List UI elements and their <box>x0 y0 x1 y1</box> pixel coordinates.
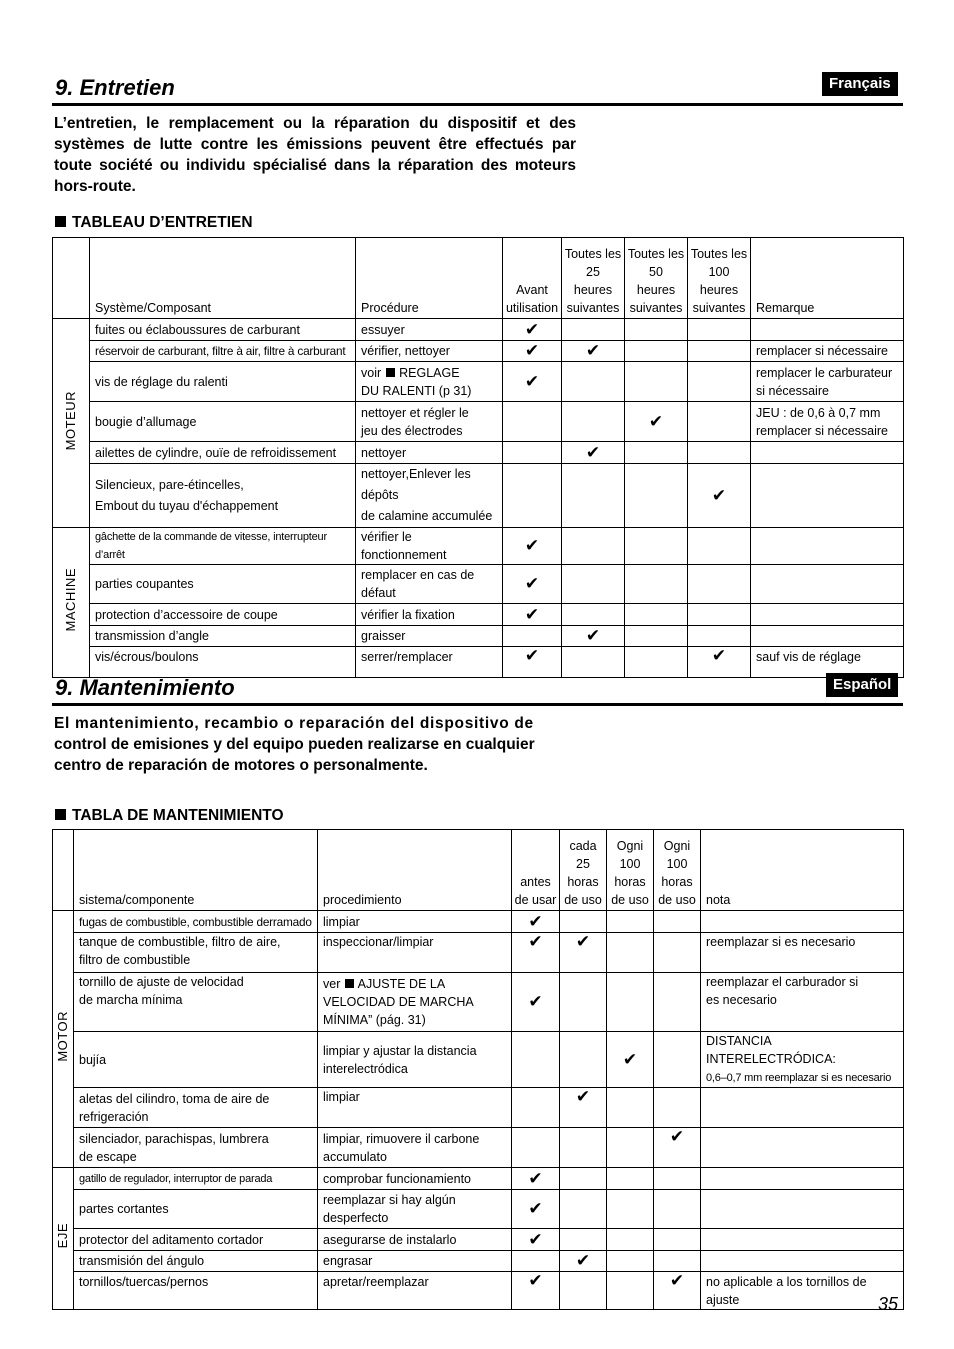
language-badge-fr: Français <box>822 72 898 96</box>
row-procedure: vérifier le fonctionnement <box>356 528 503 565</box>
checkmark-icon: ✔ <box>512 973 560 1032</box>
row-procedure: graisser <box>356 626 503 647</box>
maintenance-table-fr <box>52 237 904 678</box>
header-before-use: Avant utilisation <box>503 238 562 319</box>
header-before-use: antes de usar <box>512 830 560 911</box>
checkmark-icon: ✔ <box>560 933 607 973</box>
row-component: réservoir de carburant, filtre à air, filtre à carburant <box>90 341 356 362</box>
checkmark-icon: ✔ <box>512 1272 560 1310</box>
checkmark-icon: ✔ <box>560 1088 607 1128</box>
checkmark-icon: ✔ <box>503 528 562 565</box>
row-note: DISTANCIA INTERELECTRÓDICA: 0,6–0,7 mm reemplazar si es necesario <box>701 1032 904 1088</box>
header-component: sistema/componente <box>74 830 318 911</box>
checkmark-icon: ✔ <box>607 1032 654 1088</box>
table-row <box>53 626 904 647</box>
row-procedure: remplacer en cas de défaut <box>356 565 503 604</box>
checkmark-icon: ✔ <box>512 1229 560 1251</box>
row-component: ailettes de cylindre, ouïe de refroidissement <box>90 442 356 464</box>
header-procedure: procedimiento <box>318 830 512 911</box>
header-group-blank <box>53 830 74 911</box>
square-bullet-icon <box>345 979 354 988</box>
row-procedure: serrer/remplacer <box>356 647 503 678</box>
table-row <box>53 362 904 402</box>
row-procedure: limpiar, rimuovere il carbone accumulato <box>318 1128 512 1168</box>
checkmark-icon: ✔ <box>654 1272 701 1310</box>
row-note: remplacer le carburateur si nécessaire <box>751 362 904 402</box>
row-procedure: vérifier, nettoyer <box>356 341 503 362</box>
table-title-fr-text: TABLEAU D’ENTRETIEN <box>72 214 253 231</box>
table-row <box>53 1229 904 1251</box>
row-procedure: nettoyer et régler le jeu des électrodes <box>356 402 503 442</box>
table-row <box>53 402 904 442</box>
group-shaft: EJE <box>53 1168 74 1310</box>
checkmark-icon: ✔ <box>512 933 560 973</box>
row-component: bougie d’allumage <box>90 402 356 442</box>
checkmark-icon: ✔ <box>688 647 751 678</box>
row-component: vis/écrous/boulons <box>90 647 356 678</box>
page-number: 35 <box>878 1294 899 1314</box>
table-row <box>53 528 904 565</box>
table-title-es <box>55 807 284 825</box>
row-component: partes cortantes <box>74 1190 318 1229</box>
row-component: protection d’accessoire de coupe <box>90 604 356 626</box>
header-note: Remarque <box>751 238 904 319</box>
checkmark-icon: ✔ <box>503 604 562 626</box>
table-row <box>53 1168 904 1190</box>
checkmark-icon: ✔ <box>625 402 688 442</box>
table-row <box>53 1128 904 1168</box>
intro-text-fr: L’entretien, le remplacement ou la réparation du dispositif et des systèmes de lutte contre les émissions peuvent être effectués par toute société ou individu spécialisé dans la réparation des moteurs hors-route. <box>54 115 576 195</box>
checkmark-icon: ✔ <box>512 1190 560 1229</box>
row-component: tanque de combustible, filtro de aire, filtro de combustible <box>74 933 318 973</box>
row-procedure: voir REGLAGE DU RALENTI (p 31) <box>356 362 503 402</box>
row-note: no aplicable a los tornillos de ajuste <box>701 1272 904 1310</box>
section-title-es: 9. Mantenimiento <box>55 675 235 700</box>
row-procedure: nettoyer,Enlever les dépôts de calamine accumulée <box>356 464 503 528</box>
intro-text-es: El mantenimiento, recambio o reparación del dispositivo de control de emisiones y del equipo pueden realizarse en cualquier centro de reparación de motores o personalmente. <box>54 715 535 774</box>
row-procedure: inspeccionar/limpiar <box>318 933 512 973</box>
row-procedure: ver AJUSTE DE LA VELOCIDAD DE MARCHA MÍNIMA” (pág. 31) <box>318 973 512 1032</box>
checkmark-icon: ✔ <box>512 911 560 933</box>
square-bullet-icon <box>386 368 395 377</box>
row-procedure: engrasar <box>318 1251 512 1272</box>
row-note: sauf vis de réglage <box>751 647 904 678</box>
row-note: reemplazar si es necesario <box>701 933 904 973</box>
row-component: fuites ou éclaboussures de carburant <box>90 319 356 341</box>
row-procedure: limpiar <box>318 1088 512 1128</box>
row-component: vis de réglage du ralenti <box>90 362 356 402</box>
header-component: Système/Composant <box>90 238 356 319</box>
checkmark-icon: ✔ <box>654 1128 701 1168</box>
row-component: tornillos/tuercas/pernos <box>74 1272 318 1310</box>
row-procedure: essuyer <box>356 319 503 341</box>
group-engine: MOTEUR <box>53 319 90 528</box>
table-row <box>53 911 904 933</box>
checkmark-icon: ✔ <box>562 626 625 647</box>
row-procedure: asegurarse de instalarlo <box>318 1229 512 1251</box>
row-procedure: nettoyer <box>356 442 503 464</box>
maintenance-table-es <box>52 829 904 1310</box>
table-row <box>53 647 904 678</box>
row-procedure: limpiar <box>318 911 512 933</box>
table-row <box>53 319 904 341</box>
header-every-25h: Toutes les 25 heures suivantes <box>562 238 625 319</box>
table-title-es-text: TABLA DE MANTENIMIENTO <box>72 807 284 824</box>
row-procedure: limpiar y ajustar la distancia interelectródica <box>318 1032 512 1088</box>
row-component: silenciador, parachispas, lumbrera de escape <box>74 1128 318 1168</box>
group-machine: MACHINE <box>53 528 90 678</box>
table-row <box>53 933 904 973</box>
checkmark-icon: ✔ <box>562 341 625 362</box>
header-every-25h: cada 25 horas de uso <box>560 830 607 911</box>
row-component: bujía <box>74 1032 318 1088</box>
checkmark-icon: ✔ <box>503 647 562 678</box>
row-procedure: reemplazar si hay algún desperfecto <box>318 1190 512 1229</box>
table-row <box>53 464 904 528</box>
checkmark-icon: ✔ <box>512 1168 560 1190</box>
checkmark-icon: ✔ <box>562 442 625 464</box>
checkmark-icon: ✔ <box>503 565 562 604</box>
row-component: Silencieux, pare-étincelles, Embout du tuyau d'échappement <box>90 464 356 528</box>
row-procedure: vérifier la fixation <box>356 604 503 626</box>
checkmark-icon: ✔ <box>688 464 751 528</box>
table-row <box>53 973 904 1032</box>
checkmark-icon: ✔ <box>503 362 562 402</box>
row-component: tornillo de ajuste de velocidad de marcha mínima <box>74 973 318 1032</box>
section-rule-es <box>52 703 903 706</box>
row-component: aletas del cilindro, toma de aire de refrigeración <box>74 1088 318 1128</box>
checkmark-icon: ✔ <box>503 341 562 362</box>
row-component: transmisión del ángulo <box>74 1251 318 1272</box>
table-row <box>53 1088 904 1128</box>
header-note: nota <box>701 830 904 911</box>
table-title-fr <box>55 214 253 232</box>
row-procedure: apretar/reemplazar <box>318 1272 512 1310</box>
group-engine: MOTOR <box>53 911 74 1168</box>
row-procedure: comprobar funcionamiento <box>318 1168 512 1190</box>
table-row <box>53 1032 904 1088</box>
header-every-100h-a: Ogni 100 horas de uso <box>607 830 654 911</box>
row-component: transmission d’angle <box>90 626 356 647</box>
language-badge-es: Español <box>826 673 898 697</box>
row-component: gatillo de regulador, interruptor de parada <box>74 1168 318 1190</box>
row-component: gâchette de la commande de vitesse, interrupteur d’arrêt <box>90 528 356 565</box>
row-component: protector del aditamento cortador <box>74 1229 318 1251</box>
row-note: remplacer si nécessaire <box>751 341 904 362</box>
table-row <box>53 1272 904 1310</box>
table-row <box>53 442 904 464</box>
row-note: JEU : de 0,6 à 0,7 mm remplacer si nécessaire <box>751 402 904 442</box>
table-row <box>53 604 904 626</box>
square-bullet-icon <box>55 809 66 820</box>
checkmark-icon: ✔ <box>560 1251 607 1272</box>
table-row <box>53 565 904 604</box>
header-every-100h: Toutes les 100 heures suivantes <box>688 238 751 319</box>
row-note: reemplazar el carburador si es necesario <box>701 973 904 1032</box>
row-component: fugas de combustible, combustible derramado <box>74 911 318 933</box>
section-rule-fr <box>52 103 903 106</box>
row-component: parties coupantes <box>90 565 356 604</box>
checkmark-icon: ✔ <box>503 319 562 341</box>
header-procedure: Procédure <box>356 238 503 319</box>
table-row <box>53 341 904 362</box>
table-row <box>53 1190 904 1229</box>
header-group-blank <box>53 238 90 319</box>
header-every-100h-b: Ogni 100 horas de uso <box>654 830 701 911</box>
header-every-50h: Toutes les 50 heures suivantes <box>625 238 688 319</box>
table-row <box>53 1251 904 1272</box>
square-bullet-icon <box>55 216 66 227</box>
section-title-fr: 9. Entretien <box>55 75 175 100</box>
